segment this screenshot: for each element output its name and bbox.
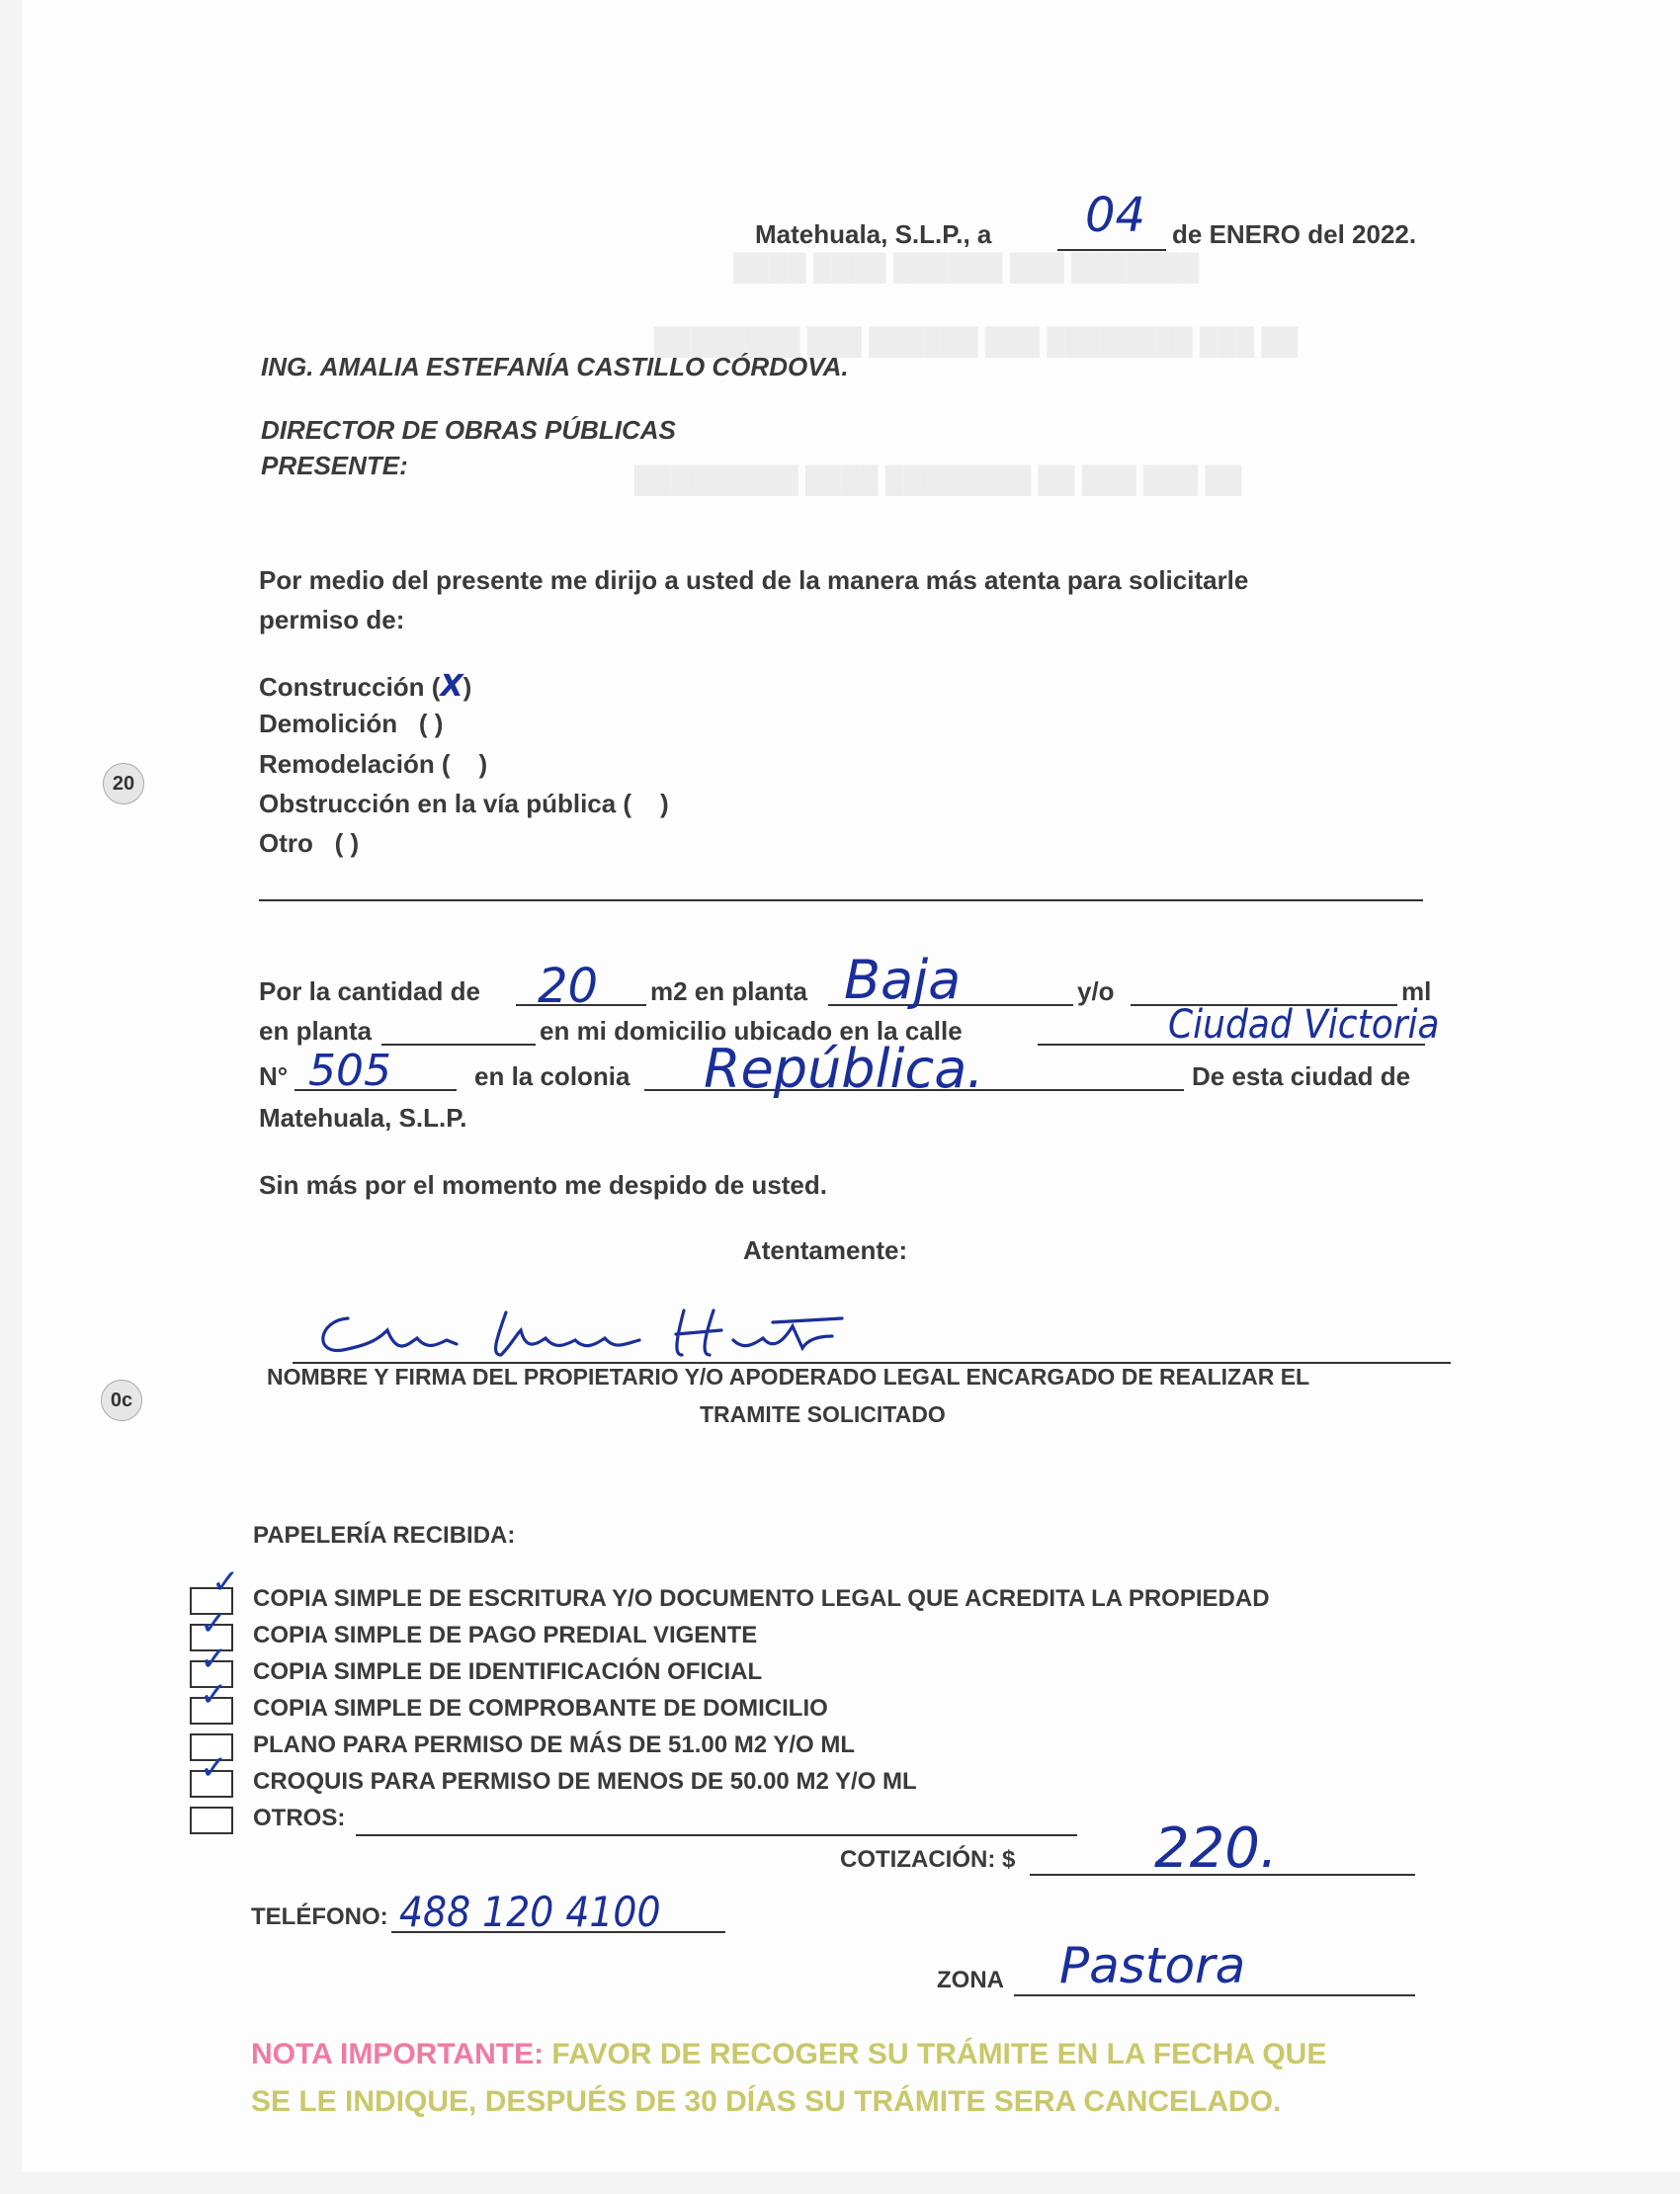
paper-item-6: CROQUIS PARA PERMISO DE MENOS DE 50.00 M2 Y/O ML — [253, 1768, 917, 1795]
city-suffix: De esta ciudad de — [1192, 1061, 1411, 1091]
m2-label: m2 en planta — [650, 976, 807, 1006]
colonia-label: en la colonia — [474, 1061, 630, 1091]
check-mark-icon: ✓ — [200, 1675, 228, 1715]
quote-label: COTIZACIÓN: $ — [840, 1846, 1016, 1873]
handwritten-zone: Pastora — [1059, 1937, 1246, 1994]
permit-close: ( ) — [334, 828, 360, 858]
bleed-through-text: ████ ████ ██████ ███ ███████ — [733, 252, 1199, 282]
paper-item-4: COPIA SIMPLE DE COMPROBANTE DE DOMICILIO — [253, 1695, 828, 1722]
binder-hole — [103, 763, 144, 804]
paper-item-1: COPIA SIMPLE DE ESCRITURA Y/O DOCUMENTO LEGAL QUE ACREDITA LA PROPIEDAD — [253, 1585, 1270, 1612]
addressee-name: ING. AMALIA ESTEFANÍA CASTILLO CÓRDOVA. — [261, 352, 849, 381]
farewell-text: Sin más por el momento me despido de usted. — [259, 1170, 827, 1200]
handwritten-day: 04 — [1085, 188, 1146, 243]
permit-label: Otro — [259, 828, 313, 858]
presente-label: PRESENTE: — [261, 451, 408, 480]
planta-label: en planta — [259, 1016, 373, 1046]
handwritten-floor: Baja — [844, 949, 962, 1011]
otro-line — [259, 899, 1423, 901]
bleed-through-text: █████████ ████ ████████ ██ ███ ███ ██ — [634, 464, 1242, 494]
handwritten-quantity: 20 — [538, 959, 599, 1014]
permit-label: Obstrucción en la vía pública ( — [259, 789, 632, 818]
signature-caption-2: TRAMITE SOLICITADO — [700, 1401, 946, 1427]
note-text: FAVOR DE RECOGER SU TRÁMITE EN LA FECHA QUE — [551, 2038, 1327, 2070]
day-line — [1057, 249, 1166, 251]
document-page — [22, 0, 1680, 2172]
permit-otro — [259, 828, 359, 859]
city-line: Matehuala, S.L.P. — [259, 1103, 467, 1133]
planta-line — [381, 1044, 536, 1046]
signature — [308, 1301, 921, 1370]
month-year: de ENERO del 2022. — [1172, 219, 1417, 249]
street-label: en mi domicilio ubicado en la calle — [540, 1016, 963, 1046]
permit-close: ) — [478, 749, 488, 779]
place-date-prefix: Matehuala, S.L.P., a — [755, 219, 992, 249]
handwritten-phone: 488 120 4100 — [399, 1888, 661, 1936]
papers-title: PAPELERÍA RECIBIDA: — [253, 1522, 516, 1549]
intro-text: Por medio del presente me dirijo a usted de la manera más atenta para solicitarle — [259, 565, 1249, 595]
ml-label: ml — [1401, 976, 1432, 1006]
handwritten-x-mark: X — [440, 669, 463, 704]
handwritten-street: Ciudad Victoria — [1168, 1002, 1440, 1048]
handwritten-number: 505 — [308, 1046, 391, 1096]
permit-label: Remodelación ( — [259, 749, 451, 779]
handwritten-quote: 220. — [1154, 1816, 1278, 1881]
note-label: NOTA IMPORTANTE: — [251, 2038, 545, 2070]
paper-item-5: PLANO PARA PERMISO DE MÁS DE 51.00 M2 Y/O ML — [253, 1731, 855, 1758]
permit-obstruccion — [259, 789, 669, 819]
permit-remodelacion — [259, 749, 487, 780]
otros-line — [356, 1834, 1077, 1836]
phone-label: TELÉFONO: — [251, 1903, 388, 1930]
check-mark-icon: ✓ — [200, 1640, 228, 1679]
paper-item-3: COPIA SIMPLE DE IDENTIFICACIÓN OFICIAL — [253, 1658, 763, 1685]
intro-text-2: permiso de: — [259, 605, 405, 634]
number-label: N° — [259, 1061, 289, 1091]
permit-demolicion — [259, 709, 443, 739]
hole-label: 20 — [112, 772, 135, 795]
permit-label: Construcción ( — [259, 672, 441, 702]
permit-close: ) — [462, 672, 472, 702]
zone-label: ZONA — [937, 1967, 1004, 1993]
paper-item-2: COPIA SIMPLE DE PAGO PREDIAL VIGENTE — [253, 1622, 758, 1648]
check-mark-icon: ✓ — [200, 1748, 228, 1788]
paper-checkbox-7[interactable] — [190, 1807, 233, 1834]
hole-label: 0c — [110, 1389, 133, 1411]
check-mark-icon: ✓ — [211, 1562, 240, 1602]
signature-caption: NOMBRE Y FIRMA DEL PROPIETARIO Y/O APODERADO LEGAL ENCARGADO DE REALIZAR EL — [267, 1364, 1310, 1390]
yo-label: y/o — [1077, 976, 1115, 1006]
note-text-2: SE LE INDIQUE, DESPUÉS DE 30 DÍAS SU TRÁMITE SERA CANCELADO. — [251, 2085, 1282, 2118]
permit-construccion — [259, 669, 471, 704]
quantity-label: Por la cantidad de — [259, 976, 480, 1006]
bleed-through-text: ████████ ███ ██████ ███ ████████ ███ ██ — [654, 326, 1299, 356]
handwritten-colonia: República. — [704, 1038, 984, 1100]
paper-item-7: OTROS: — [253, 1805, 346, 1831]
zone-line — [1014, 1994, 1415, 1996]
important-note — [251, 2038, 1326, 2071]
permit-close: ) — [660, 789, 669, 818]
regards-text: Atentamente: — [743, 1235, 908, 1265]
binder-hole — [101, 1380, 142, 1421]
permit-close: ( ) — [418, 709, 444, 738]
permit-label: Demolición — [259, 709, 398, 738]
check-mark-icon: ✓ — [200, 1604, 228, 1644]
addressee-title: DIRECTOR DE OBRAS PÚBLICAS — [261, 415, 676, 445]
